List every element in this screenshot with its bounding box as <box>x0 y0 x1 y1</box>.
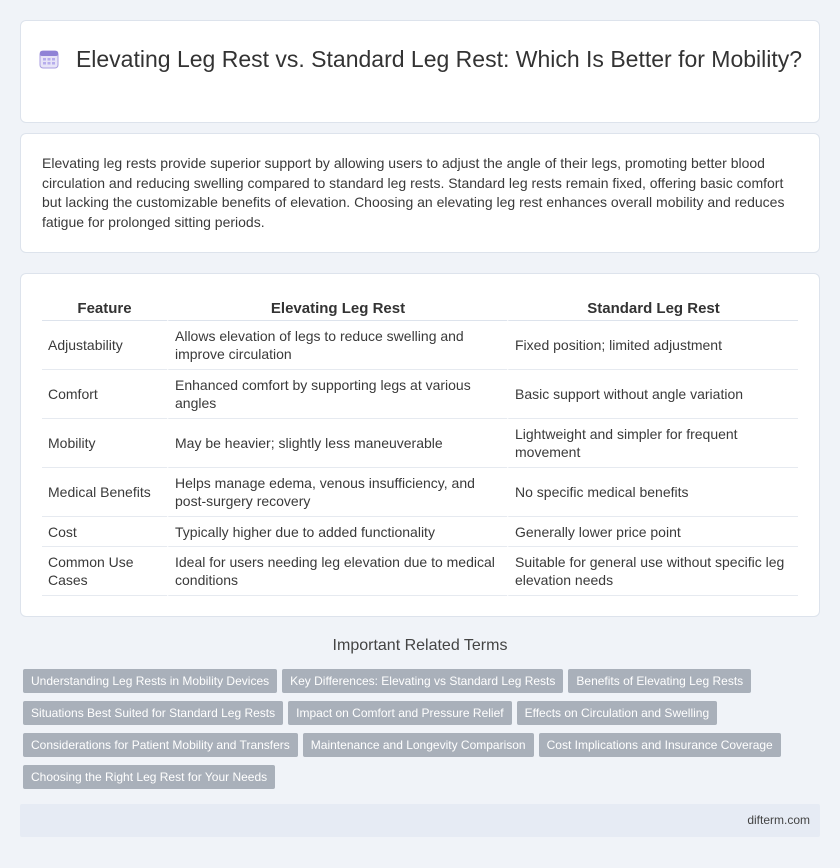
related-term-tag[interactable]: Key Differences: Elevating vs Standard Leg Rests <box>282 669 563 693</box>
related-term-tag[interactable]: Considerations for Patient Mobility and Transfers <box>23 733 298 757</box>
table-cell: Common Use Cases <box>42 547 167 596</box>
table-cell: Generally lower price point <box>507 517 798 547</box>
table-row <box>42 468 798 517</box>
related-terms-list <box>23 669 823 797</box>
table-cell: Fixed position; limited adjustment <box>507 321 798 370</box>
table-row <box>42 547 798 596</box>
table-cell: Basic support without angle variation <box>507 370 798 419</box>
header-standard: Standard Leg Rest <box>507 296 798 321</box>
table-cell: Suitable for general use without specific leg elevation needs <box>507 547 798 596</box>
comparison-card <box>20 273 820 617</box>
footer <box>20 804 820 837</box>
footer-site-link[interactable]: difterm.com <box>747 813 810 827</box>
header-feature: Feature <box>42 296 167 321</box>
title-card <box>20 20 820 123</box>
related-term-tag[interactable]: Maintenance and Longevity Comparison <box>303 733 534 757</box>
table-cell: Enhanced comfort by supporting legs at various angles <box>167 370 507 419</box>
related-term-tag[interactable]: Benefits of Elevating Leg Rests <box>568 669 751 693</box>
table-cell: Mobility <box>42 419 167 468</box>
table-cell: Comfort <box>42 370 167 419</box>
header-elevating: Elevating Leg Rest <box>167 296 507 321</box>
calendar-icon <box>38 48 60 70</box>
table-cell: Medical Benefits <box>42 468 167 517</box>
page-title <box>21 45 819 74</box>
table-row <box>42 419 798 468</box>
table-cell: Adjustability <box>42 321 167 370</box>
table-row <box>42 321 798 370</box>
related-term-tag[interactable]: Cost Implications and Insurance Coverage <box>539 733 781 757</box>
table-cell: No specific medical benefits <box>507 468 798 517</box>
table-cell: Lightweight and simpler for frequent movement <box>507 419 798 468</box>
table-header-row <box>42 296 798 321</box>
page-title-text: Elevating Leg Rest vs. Standard Leg Rest: Which Is Better for Mobility? <box>75 46 803 72</box>
related-term-tag[interactable]: Effects on Circulation and Swelling <box>517 701 718 725</box>
table-cell: May be heavier; slightly less maneuverable <box>167 419 507 468</box>
related-term-tag[interactable]: Impact on Comfort and Pressure Relief <box>288 701 511 725</box>
table-cell: Allows elevation of legs to reduce swelling and improve circulation <box>167 321 507 370</box>
table-row <box>42 517 798 547</box>
intro-card <box>20 133 820 253</box>
table-cell: Helps manage edema, venous insufficiency, and post-surgery recovery <box>167 468 507 517</box>
related-term-tag[interactable]: Understanding Leg Rests in Mobility Devices <box>23 669 277 693</box>
related-term-tag[interactable]: Situations Best Suited for Standard Leg Rests <box>23 701 283 725</box>
intro-text: Elevating leg rests provide superior support by allowing users to adjust the angle of their legs, promoting better blood circulation and reducing swelling compared to standard leg rests. Standard leg rests remain fixed, offering basic comfort but lacking the customizable benefits of elevation. Choosing an elevating leg rest enhances overall mobility and reduces fatigue for prolonged sitting periods. <box>42 155 785 230</box>
table-cell: Cost <box>42 517 167 547</box>
table-row <box>42 370 798 419</box>
table-cell: Ideal for users needing leg elevation due to medical conditions <box>167 547 507 596</box>
related-term-tag[interactable]: Choosing the Right Leg Rest for Your Needs <box>23 765 275 789</box>
comparison-table <box>42 296 798 596</box>
related-terms-title: Important Related Terms <box>332 637 508 654</box>
table-cell: Typically higher due to added functionality <box>167 517 507 547</box>
